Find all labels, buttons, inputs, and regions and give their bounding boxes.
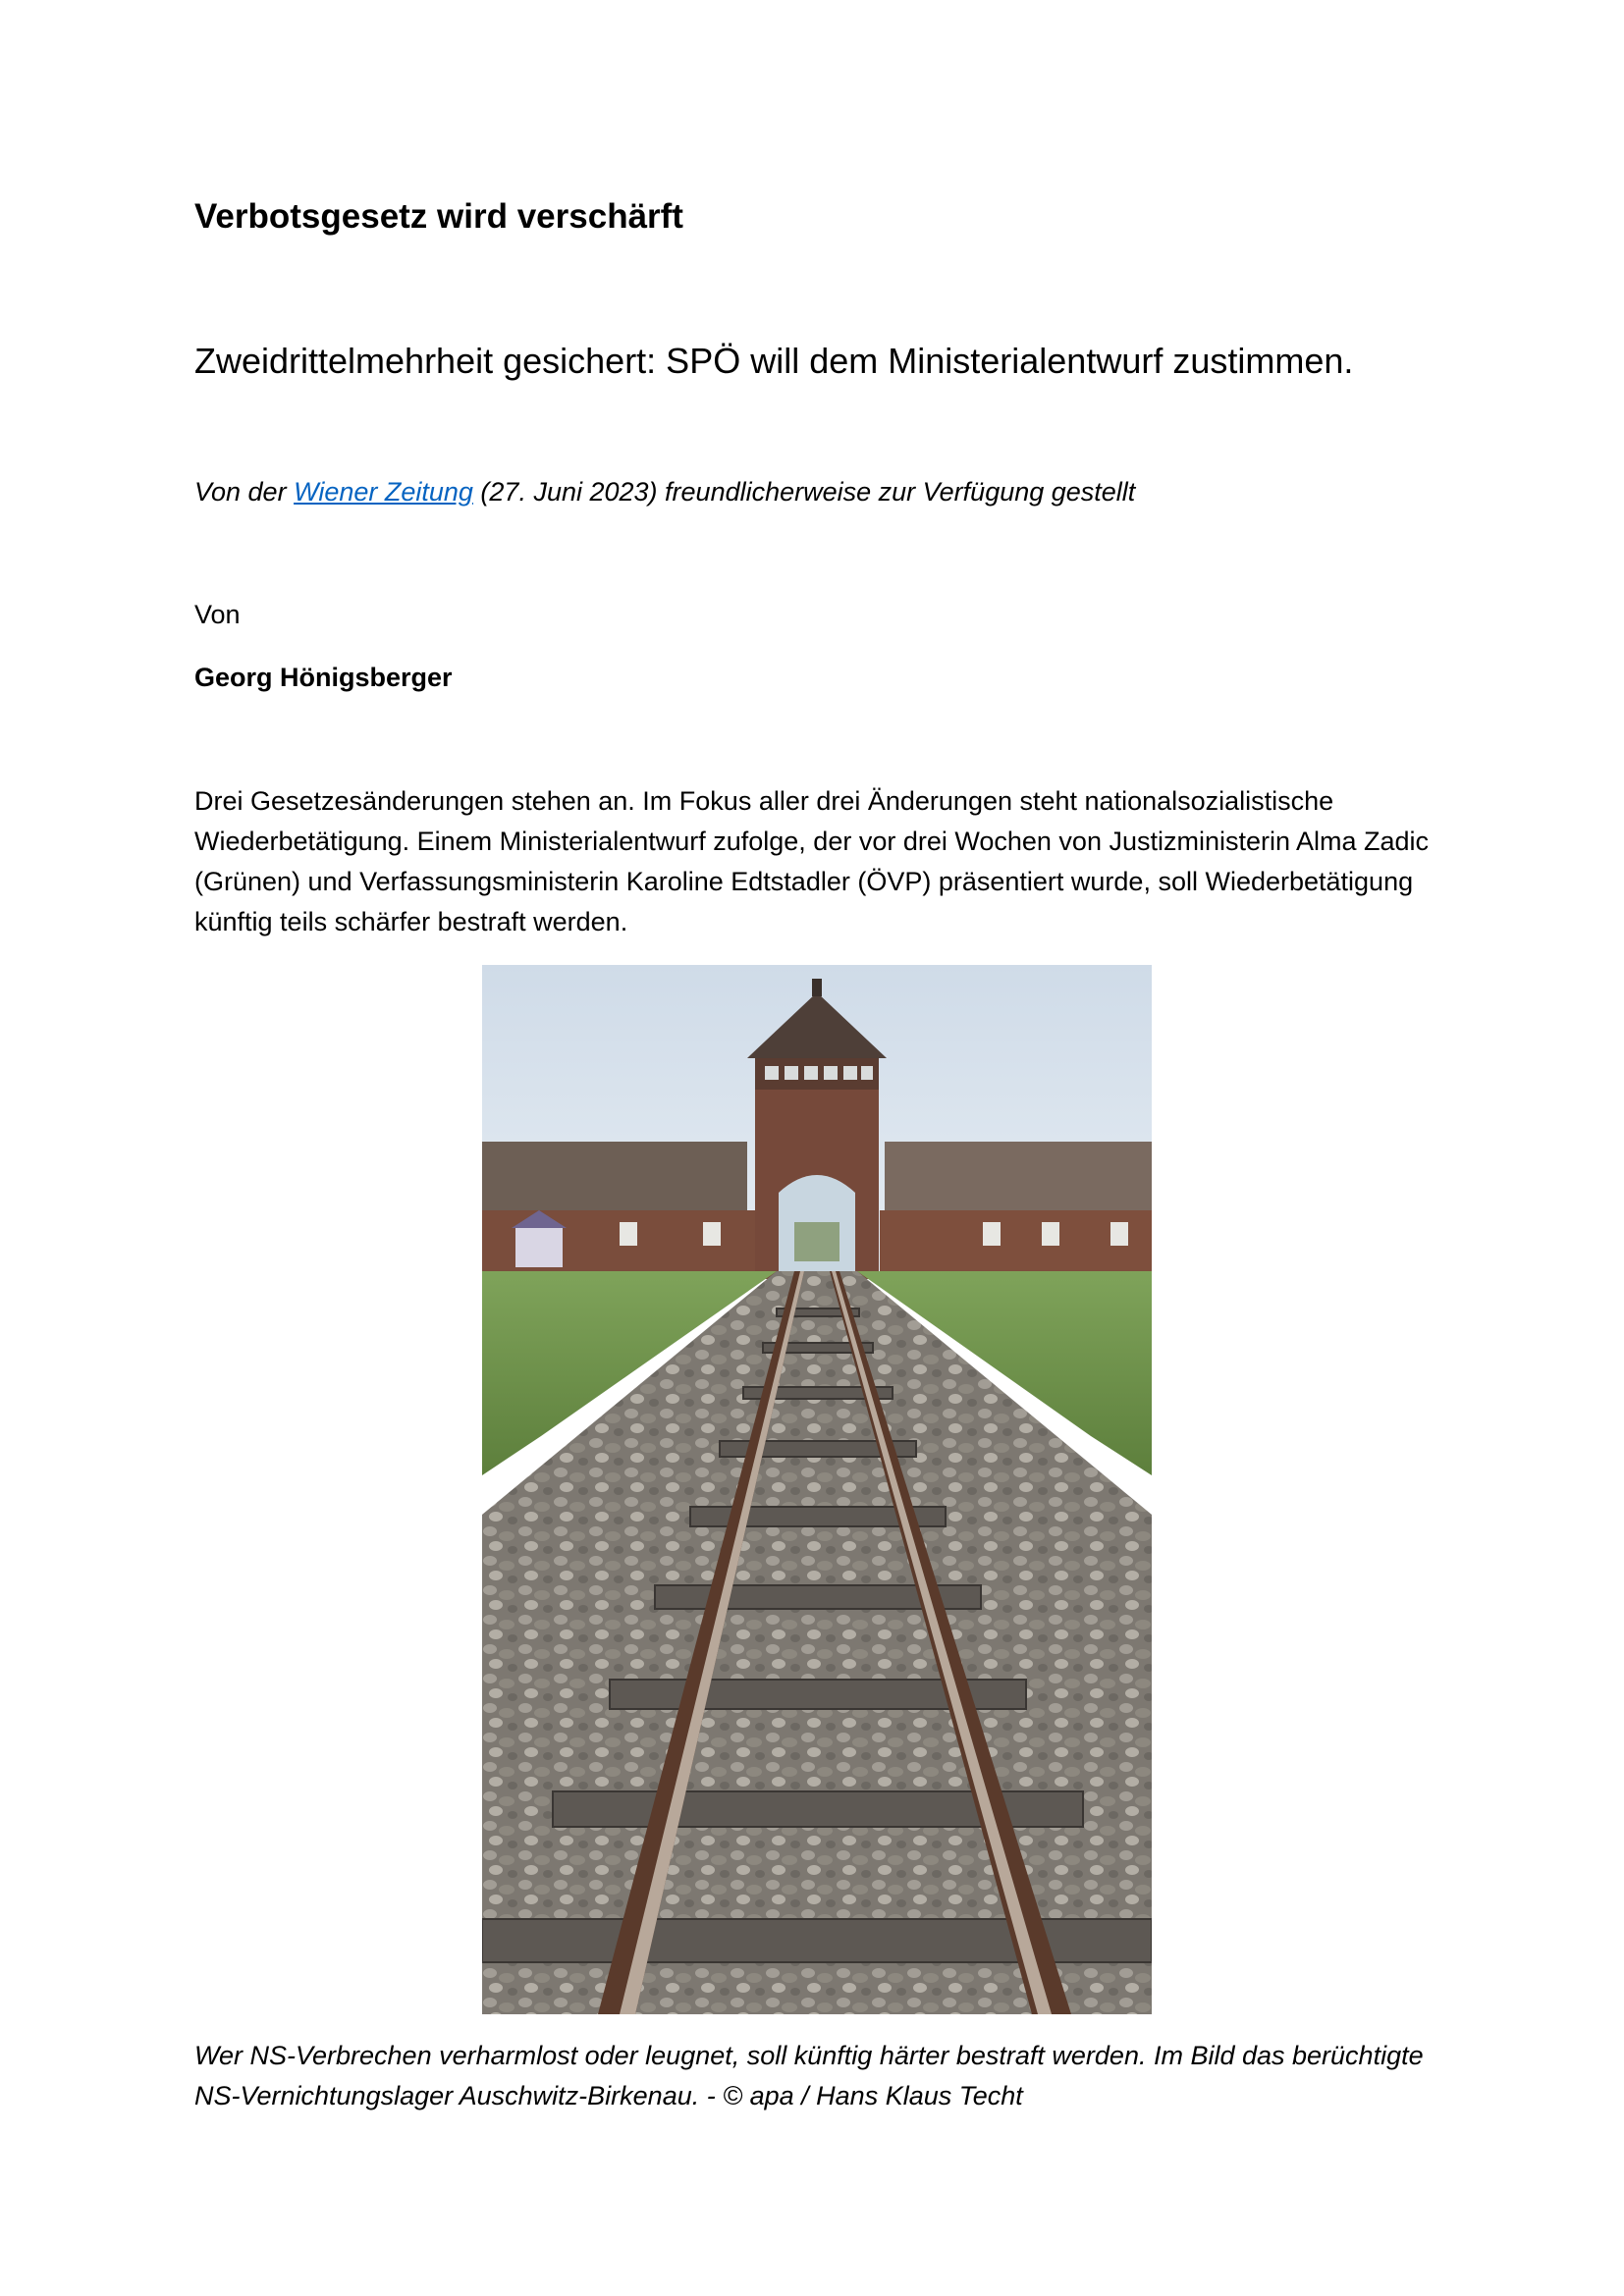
wiener-zeitung-link[interactable]: Wiener Zeitung: [294, 477, 473, 507]
source-prefix: Von der: [194, 477, 295, 507]
source-suffix: (27. Juni 2023) freundlicherweise zur Verfügung gestellt: [472, 477, 1136, 507]
article-subtitle: Zweidrittelmehrheit gesichert: SPÖ will dem Ministerialentwurf zustimmen.: [194, 341, 1354, 381]
article-title: Verbotsgesetz wird verschärft: [194, 197, 683, 236]
byline-label: Von: [194, 600, 241, 629]
article-photo: [482, 965, 1152, 2014]
source-note: [194, 473, 1432, 510]
author-name: Georg Hönigsberger: [194, 663, 453, 692]
photo-caption: Wer NS-Verbrechen verharmlost oder leugnet, soll künftig härter bestraft werden. Im Bild das berüchtigte NS-Vernichtungslager Auschwitz-Birkenau. - © apa / Hans Klaus Techt: [194, 2041, 1424, 2110]
article-body: Drei Gesetzesänderungen stehen an. Im Fokus aller drei Änderungen steht nationalsozialistische Wiederbetätigung. Einem Ministerialentwurf zufolge, der vor drei Wochen von Justizministerin Alma Zadic (Grünen) und Verfassungsministerin Karoline Edtstadler (ÖVP) präsentiert wurde, soll Wiederbetätigung künftig teils schärfer bestraft werden.: [194, 786, 1430, 936]
